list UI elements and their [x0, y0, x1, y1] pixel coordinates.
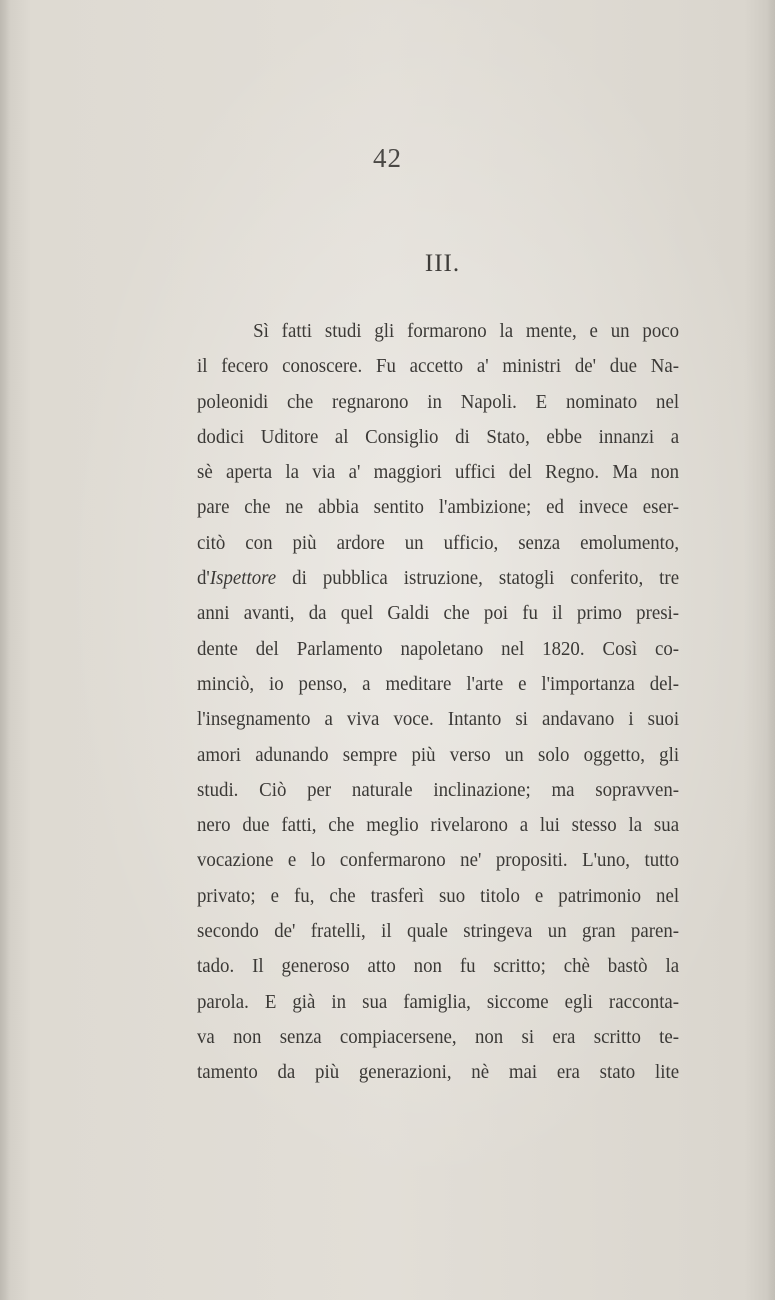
text-line: parola. E già in sua famiglia, siccome egli racconta-	[197, 990, 680, 1013]
text-line: pare che ne abbia sentito l'ambizione; ed invece eser-	[197, 496, 680, 519]
page-edge-right	[767, 0, 775, 1300]
text-line: anni avanti, da quel Galdi che poi fu il primo presi-	[197, 602, 680, 625]
text-line: dente del Parlamento napoletano nel 1820. Così co-	[197, 637, 680, 660]
text-line: secondo de' fratelli, il quale stringeva un gran paren-	[197, 920, 680, 943]
text-line: privato; e fu, che trasferì suo titolo e patrimonio nel	[197, 884, 680, 907]
text-line: tamento da più generazioni, nè mai era stato lite	[197, 1061, 680, 1084]
text-line: minciò, io penso, a meditare l'arte e l'importanza del-	[197, 672, 680, 695]
text-line: studi. Ciò per naturale inclinazione; ma sopravven-	[197, 778, 680, 801]
text-line: vocazione e lo confermarono ne' propositi. L'uno, tutto	[197, 849, 680, 872]
text-line: amori adunando sempre più verso un solo oggetto, gli	[197, 743, 680, 766]
text-line: il fecero conoscere. Fu accetto a' ministri de' due Na-	[197, 355, 680, 378]
text-line-with-italic	[197, 561, 679, 596]
body-text	[197, 314, 679, 1091]
text-line: va non senza compiacersene, non si era scritto te-	[197, 1025, 680, 1048]
text-fragment: di pubblica istruzione, statogli conferito, tre	[276, 567, 680, 590]
text-line: l'insegnamento a viva voce. Intanto si andavano i suoi	[197, 708, 680, 731]
text-line: poleonidi che regnarono in Napoli. E nominato nel	[197, 390, 680, 413]
text-line: citò con più ardore un ufficio, senza emolumento,	[197, 531, 680, 554]
italic-word: Ispettore	[209, 567, 277, 590]
text-line: tado. Il generoso atto non fu scritto; chè bastò la	[197, 955, 680, 978]
text-line: Sì fatti studi gli formarono la mente, e un poco	[253, 320, 680, 342]
text-line: sè aperta la via a' maggiori uffici del Regno. Ma non	[197, 461, 680, 484]
page-number: 42	[373, 143, 402, 173]
text-line: nero due fatti, che meglio rivelarono a lui stesso la sua	[197, 814, 680, 837]
text-fragment: d'	[197, 567, 210, 590]
section-title: III.	[424, 250, 461, 277]
page-edge-left	[0, 0, 10, 1300]
text-line: dodici Uditore al Consiglio di Stato, ebbe innanzi a	[197, 425, 680, 448]
